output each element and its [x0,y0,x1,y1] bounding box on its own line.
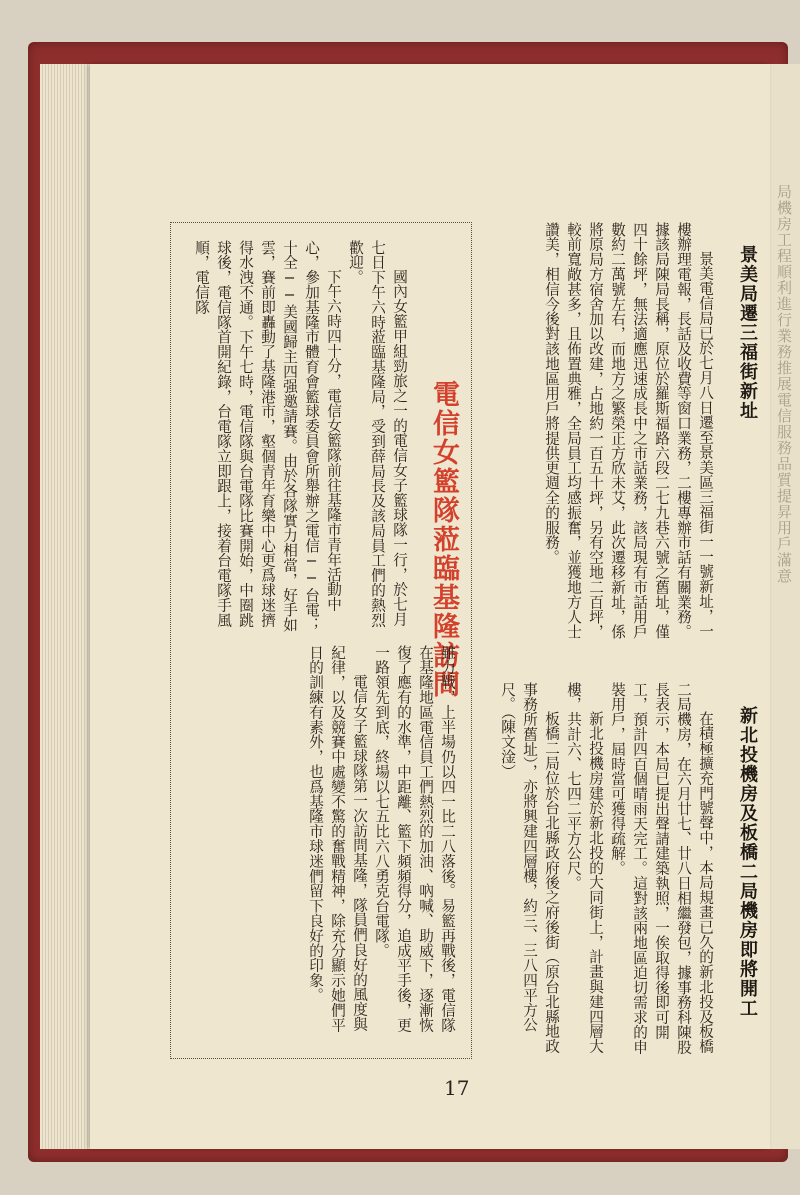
paragraph: 國內女籃甲組勁旅之一的電信女子籃球隊一行，於七月七日下午六時蒞臨基隆局，受到薛局長及該局員工們的熱烈歡迎。 [347,240,408,628]
article-body-basketball-lower [178,645,458,1045]
page-number: 17 [444,1076,470,1100]
article-body-beitou [484,682,716,1057]
adjacent-page-text: 局機房工程順利進行業務推展電信服務品質提昇用戶滿意 [775,184,793,584]
article-title-basketball: 電信女籃隊蒞臨基隆訪問 [428,380,459,699]
paragraph: 在積極擴充門號聲中，本局規畫已久的新北投及板橋二局機房，在六月廿七、廿八日相繼發包，據事務科陳股長表示，本局已提出聲請建築執照，一俟取得後即可開工，預計四百個晴雨天完工。這對該兩地區迫切需求的申裝用戶，屆時當可獲得疏解。 [609,682,714,1055]
paragraph: 新北投機房建於新北投的大同街上，計畫與建四層大樓，共計六、七四二平方公尺。 [565,682,604,1054]
article-body-jingmei [484,222,716,647]
adjacent-page-edge [770,64,800,1149]
paragraph: 雖力戰，上半場仍以四一比二八落後。易籃再戰後，電信隊在基隆地區電信員工們熱烈的加油、吶喊、助威下，逐漸恢復了應有的水準，中距離、籃下頻頻得分，追成平手後，更一路領先到底，終場以七五比六八勇克台電隊。 [373,645,456,1033]
paragraph: 景美電信局已於七月八日遷至景美區三福街一一號新址，一樓辦理電報，長話及收費等窗口業務，二樓專辦市話有關業務。據該局陳局長稱，原位於羅斯福路六段二七九巷六號之舊址，僅四十餘坪，無法適應迅速成長中之市話業務，該局現有市話用戶數約二萬號左右，而地方之繁榮正方欣未艾，此次遷移新址，係將原局方宿舍加以改建，占地約一百五十坪，另有空地二百坪，較前寬敞甚多，且佈置典雅，全局員工均感振奮，並獲地方人士讚美，相信今後對該地區用戶將提供更週全的服務。 [543,222,714,640]
article-title-beitou: 新北投機房及板橋二局機房即將開工 [737,706,758,1018]
article-body-basketball-upper [178,240,410,635]
article-title-jingmei: 景美局遷三福街新址 [737,245,758,421]
paragraph: 電信女子籃球隊第一次訪問基隆，隊員們良好的風度與紀律，以及競賽中處變不驚的奮戰精神，除充分顯示她們平日的訓練有素外，也爲基隆市球迷們留下良好的印象。 [307,645,368,1033]
paragraph: 下午六時四十分，電信女籃隊前往基隆市青年活動中心，參加基隆市體育會籃球委員會所舉辦之電信──台電；十全──美國歸主四强邀請賽。由於各隊實力相當，好手如雲，賽前即轟動了基隆港市，壑個青年育樂中心更爲球迷擠得水洩不通。下午七時，電信隊與台電隊比賽開始，中圈跳球後，電信隊首開紀錄，台電隊立即跟上，接着台電隊手風順，電信隊 [193,240,342,633]
paragraph: 板橋二局位於台北縣政府後之府後街（原台北縣地政事務所舊址），亦將興建四層樓，約三、三八四平方公尺。（陳文淦） [499,682,560,1054]
